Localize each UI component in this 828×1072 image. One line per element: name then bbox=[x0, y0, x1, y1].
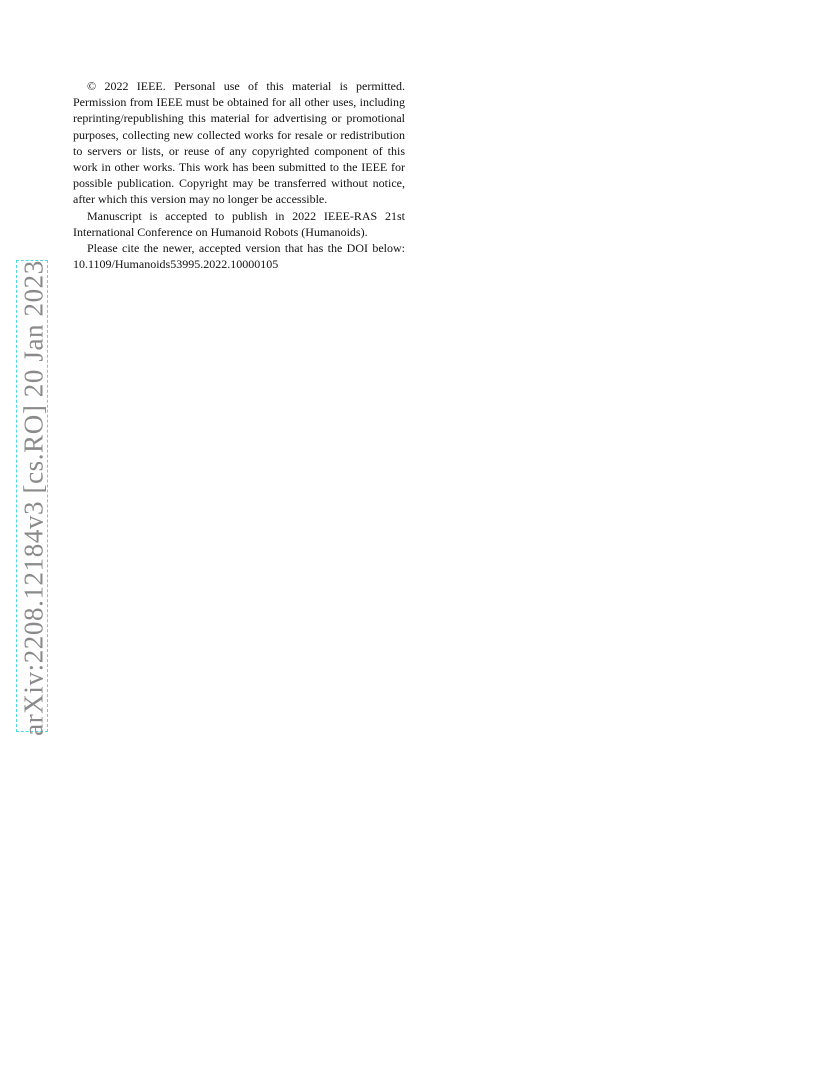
citation-paragraph: Please cite the newer, accepted version that has the DOI below: 10.1109/Humanoids53995.2022.10000105 bbox=[73, 241, 405, 272]
arxiv-identifier-stamp bbox=[16, 260, 52, 736]
copyright-notice-block bbox=[73, 78, 405, 272]
copyright-paragraph: © 2022 IEEE. Personal use of this material is permitted. Permission from IEEE must be obtained for all other uses, including reprinting/republishing this material for advertising or promotional purposes, collecting new collected works for resale or redistribution to servers or lists, or reuse of any copyrighted component of this work in other works. This work has been submitted to the IEEE for possible publication. Copyright may be transferred without notice, after which this version may no longer be accessible. bbox=[73, 79, 405, 207]
acceptance-paragraph: Manuscript is accepted to publish in 2022 IEEE-RAS 21st International Conference on Humanoid Robots (Humanoids). bbox=[73, 208, 405, 239]
arxiv-stamp-label: arXiv:2208.12184v3 [cs.RO] 20 Jan 2023 bbox=[18, 260, 49, 736]
